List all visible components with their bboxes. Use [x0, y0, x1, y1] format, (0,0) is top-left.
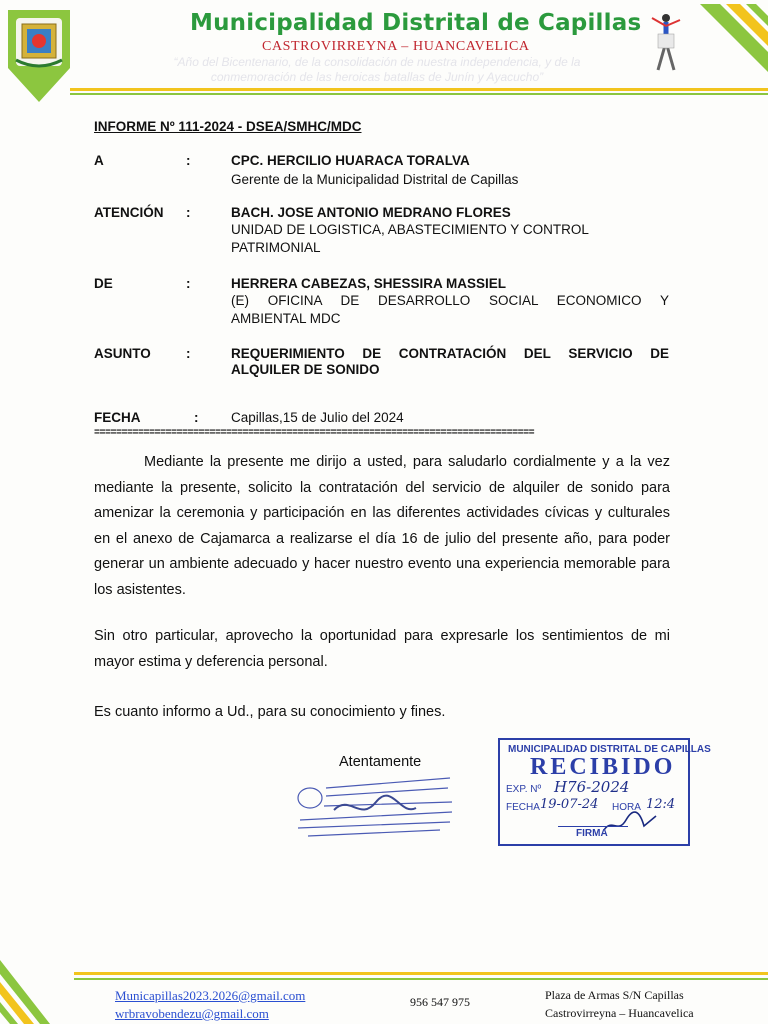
date-label: FECHA — [94, 410, 141, 425]
report-number: INFORME Nº 111-2024 - DSEA/SMHC/MDC — [94, 119, 362, 134]
separator-line: ================================================================================ — [94, 428, 535, 439]
dancer-figure-image — [648, 12, 684, 74]
received-stamp-title: RECIBIDO — [530, 754, 676, 780]
attention-role-line2: PATRIMONIAL — [231, 240, 321, 255]
date-value: Capillas,15 de Julio del 2024 — [231, 410, 404, 425]
received-sign-label: FIRMA — [576, 828, 608, 839]
header-rule-yellow — [70, 88, 768, 91]
to-label: A — [94, 153, 104, 168]
footer-address-line1: Plaza de Armas S/N Capillas — [545, 988, 684, 1002]
footer-phone: 956 547 975 — [410, 995, 470, 1009]
regards-text: Atentamente — [339, 754, 422, 770]
received-sign-line — [558, 826, 628, 827]
subject-label: ASUNTO — [94, 346, 151, 361]
from-label: DE — [94, 276, 113, 291]
municipality-location: CASTROVIRREYNA – HUANCAVELICA — [262, 39, 530, 54]
subject-line2: ALQUILER DE SONIDO — [231, 362, 380, 377]
footer-email-2[interactable]: wrbravobendezu@gmail.com — [115, 1006, 269, 1021]
from-role-line2: AMBIENTAL MDC — [231, 311, 341, 326]
received-exp-label: EXP. Nº — [506, 784, 542, 795]
attention-label: ATENCIÓN — [94, 205, 164, 220]
body-paragraph-1: Mediante la presente me dirijo a usted, para saludarlo cordialmente y a la vez mediante la presente, solicito la contratación del servicio de alquiler de sonido para amenizar la ceremonia y participación en las diferentes actividades cívicas y culturales en el anexo de Cajamarca a realizarse el día 16 de julio del presente año, para poder generar un ambiente adecuado y hacer nuestro evento una experiencia memorable para los asistentes. — [94, 454, 670, 598]
received-exp-value: H76-2024 — [554, 778, 630, 796]
header-decorative-stripes — [680, 4, 768, 96]
from-role-line1: (E) OFICINA DE DESARROLLO SOCIAL ECONOMICO Y — [231, 293, 669, 308]
office-seal-signature-stamp — [290, 772, 458, 850]
footer-decorative-stripes — [0, 960, 50, 1024]
from-name: HERRERA CABEZAS, SHESSIRA MASSIEL — [231, 276, 507, 291]
municipal-crest-logo — [8, 10, 70, 102]
received-time-value: 12:4 — [646, 797, 676, 812]
closing-line: Es cuanto informo a Ud., para su conocimiento y fines. — [94, 704, 446, 720]
attention-name: BACH. JOSE ANTONIO MEDRANO FLORES — [231, 205, 511, 220]
footer-rule-green — [74, 978, 768, 980]
attention-colon: : — [186, 205, 191, 220]
municipality-name: Municipalidad Distrital de Capillas — [190, 10, 642, 36]
received-time-label: HORA — [612, 802, 641, 813]
to-role: Gerente de la Municipalidad Distrital de Capillas — [231, 172, 519, 187]
received-stamp-header: MUNICIPALIDAD DISTRITAL DE CAPILLAS — [508, 744, 711, 755]
received-date-value: 19-07-24 — [540, 797, 599, 812]
footer-address-line2: Castrovirreyna – Huancavelica — [545, 1006, 694, 1020]
footer-rule-yellow — [74, 972, 768, 975]
date-colon: : — [194, 410, 199, 425]
to-name: CPC. HERCILIO HUARACA TORALVA — [231, 153, 470, 168]
body-paragraph-2: Sin otro particular, aprovecho la oportunidad para expresarle los sentimientos de mi mayor estima y deferencia personal. — [94, 628, 670, 670]
to-colon: : — [186, 153, 191, 168]
subject-line1: REQUERIMIENTO DE CONTRATACIÓN DEL SERVICIO DE — [231, 346, 669, 361]
attention-role-line1: UNIDAD DE LOGISTICA, ABASTECIMIENTO Y CONTROL — [231, 222, 589, 237]
year-motto: “Año del Bicentenario, de la consolidación de nuestra independencia, y de la conmemoración de las heroicas batallas de Junín y Ayacucho” — [173, 55, 581, 84]
received-signature — [600, 808, 660, 836]
from-colon: : — [186, 276, 191, 291]
subject-colon: : — [186, 346, 191, 361]
received-date-label: FECHA — [506, 802, 540, 813]
footer-email-1[interactable]: Municapillas2023.2026@gmail.com — [115, 988, 306, 1003]
header-rule-green — [70, 93, 768, 95]
received-stamp — [498, 738, 711, 846]
